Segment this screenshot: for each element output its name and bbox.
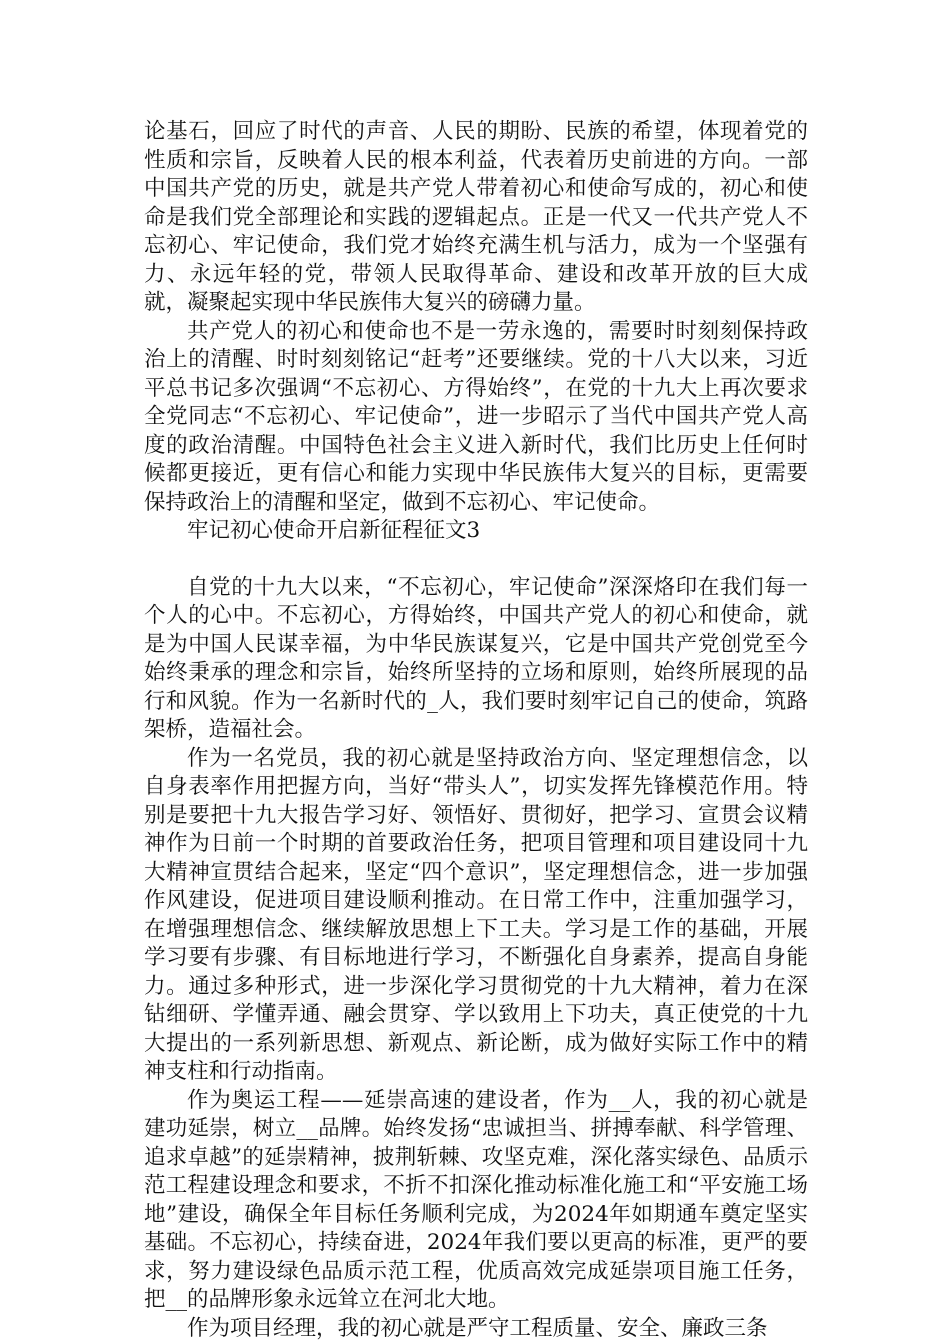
section-heading: 牢记初心使命开启新征程征文3 <box>187 518 481 543</box>
paragraph: 作为奥运工程——延崇高速的建设者，作为__人，我的初心就是建功延崇，树立__品牌。始终发扬“忠诚担当、拼搏奉献、科学管理、追求卓越”的延崇精神，披荆斩棘、攻坚克难，深化落实绿色、品质示范工程建设理念和要求，不折不扣深化推动标准化施工和“平安施工场地”建设，确保全年目标任务顺利完成，为2024年如期通车奠定坚实基础。不忘初心，持续奋进，2024年我们要以更高的标准，更严的要求，努力建设绿色品质示范工程，优质高效完成延崇项目施工任务，把__的品牌形象永远耸立在河北大地。 <box>144 1087 808 1312</box>
paragraph: 自党的十九大以来，“不忘初心，牢记使命”深深烙印在我们每一个人的心中。不忘初心，方得始终，中国共产党人的初心和使命，就是为中国人民谋幸福，为中华民族谋复兴，它是中国共产党创党至今始终秉承的理念和宗旨，始终所坚持的立场和原则，始终所展现的品行和风貌。作为一名新时代的_人，我们要时刻牢记自己的使命，筑路架桥，造福社会。 <box>144 574 808 742</box>
paragraph-continued: 论基石，回应了时代的声音、人民的期盼、民族的希望，体现着党的性质和宗旨，反映着人民的根本利益，代表着历史前进的方向。一部中国共产党的历史，就是共产党人带着初心和使命写成的，初心和使命是我们党全部理论和实践的逻辑起点。正是一代又一代共产党人不忘初心、牢记使命，我们党才始终充满生机与活力，成为一个坚强有力、永远年轻的党，带领人民取得革命、建设和改革开放的巨大成就，凝聚起实现中华民族伟大复兴的磅礴力量。 <box>144 119 808 315</box>
paragraph: 作为项目经理，我的初心就是严守工程质量、安全、廉政三条 <box>187 1315 768 1341</box>
paragraph: 共产党人的初心和使命也不是一劳永逸的，需要时时刻刻保持政治上的清醒、时时刻刻铭记“赶考”还要继续。党的十八大以来，习近平总书记多次强调“不忘初心、方得始终”，在党的十九大上再次要求全党同志“不忘初心、牢记使命”，进一步昭示了当代中国共产党人高度的政治清醒。中国特色社会主义进入新时代，我们比历史上任何时候都更接近，更有信心和能力实现中华民族伟大复兴的目标，更需要保持政治上的清醒和坚定，做到不忘初心、牢记使命。 <box>144 318 808 515</box>
paragraph: 作为一名党员，我的初心就是坚持政治方向、坚定理想信念，以自身表率作用把握方向，当好“带头人”，切实发挥先锋模范作用。特别是要把十九大报告学习好、领悟好、贯彻好，把学习、宣贯会议精神作为日前一个时期的首要政治任务，把项目管理和项目建设同十九大精神宣贯结合起来，坚定“四个意识”，坚定理想信念，进一步加强作风建设，促进项目建设顺利推动。在日常工作中，注重加强学习，在增强理想信念、继续解放思想上下工夫。学习是工作的基础，开展学习要有步骤、有目标地进行学习，不断强化自身素养，提高自身能力。通过多种形式，进一步深化学习贯彻党的十九大精神，着力在深钻细研、学懂弄通、融会贯穿、学以致用上下功夫，真正使党的十九大提出的一系列新思想、新观点、新论断，成为做好实际工作中的精神支柱和行动指南。 <box>144 745 808 1084</box>
document-body <box>144 118 808 1343</box>
